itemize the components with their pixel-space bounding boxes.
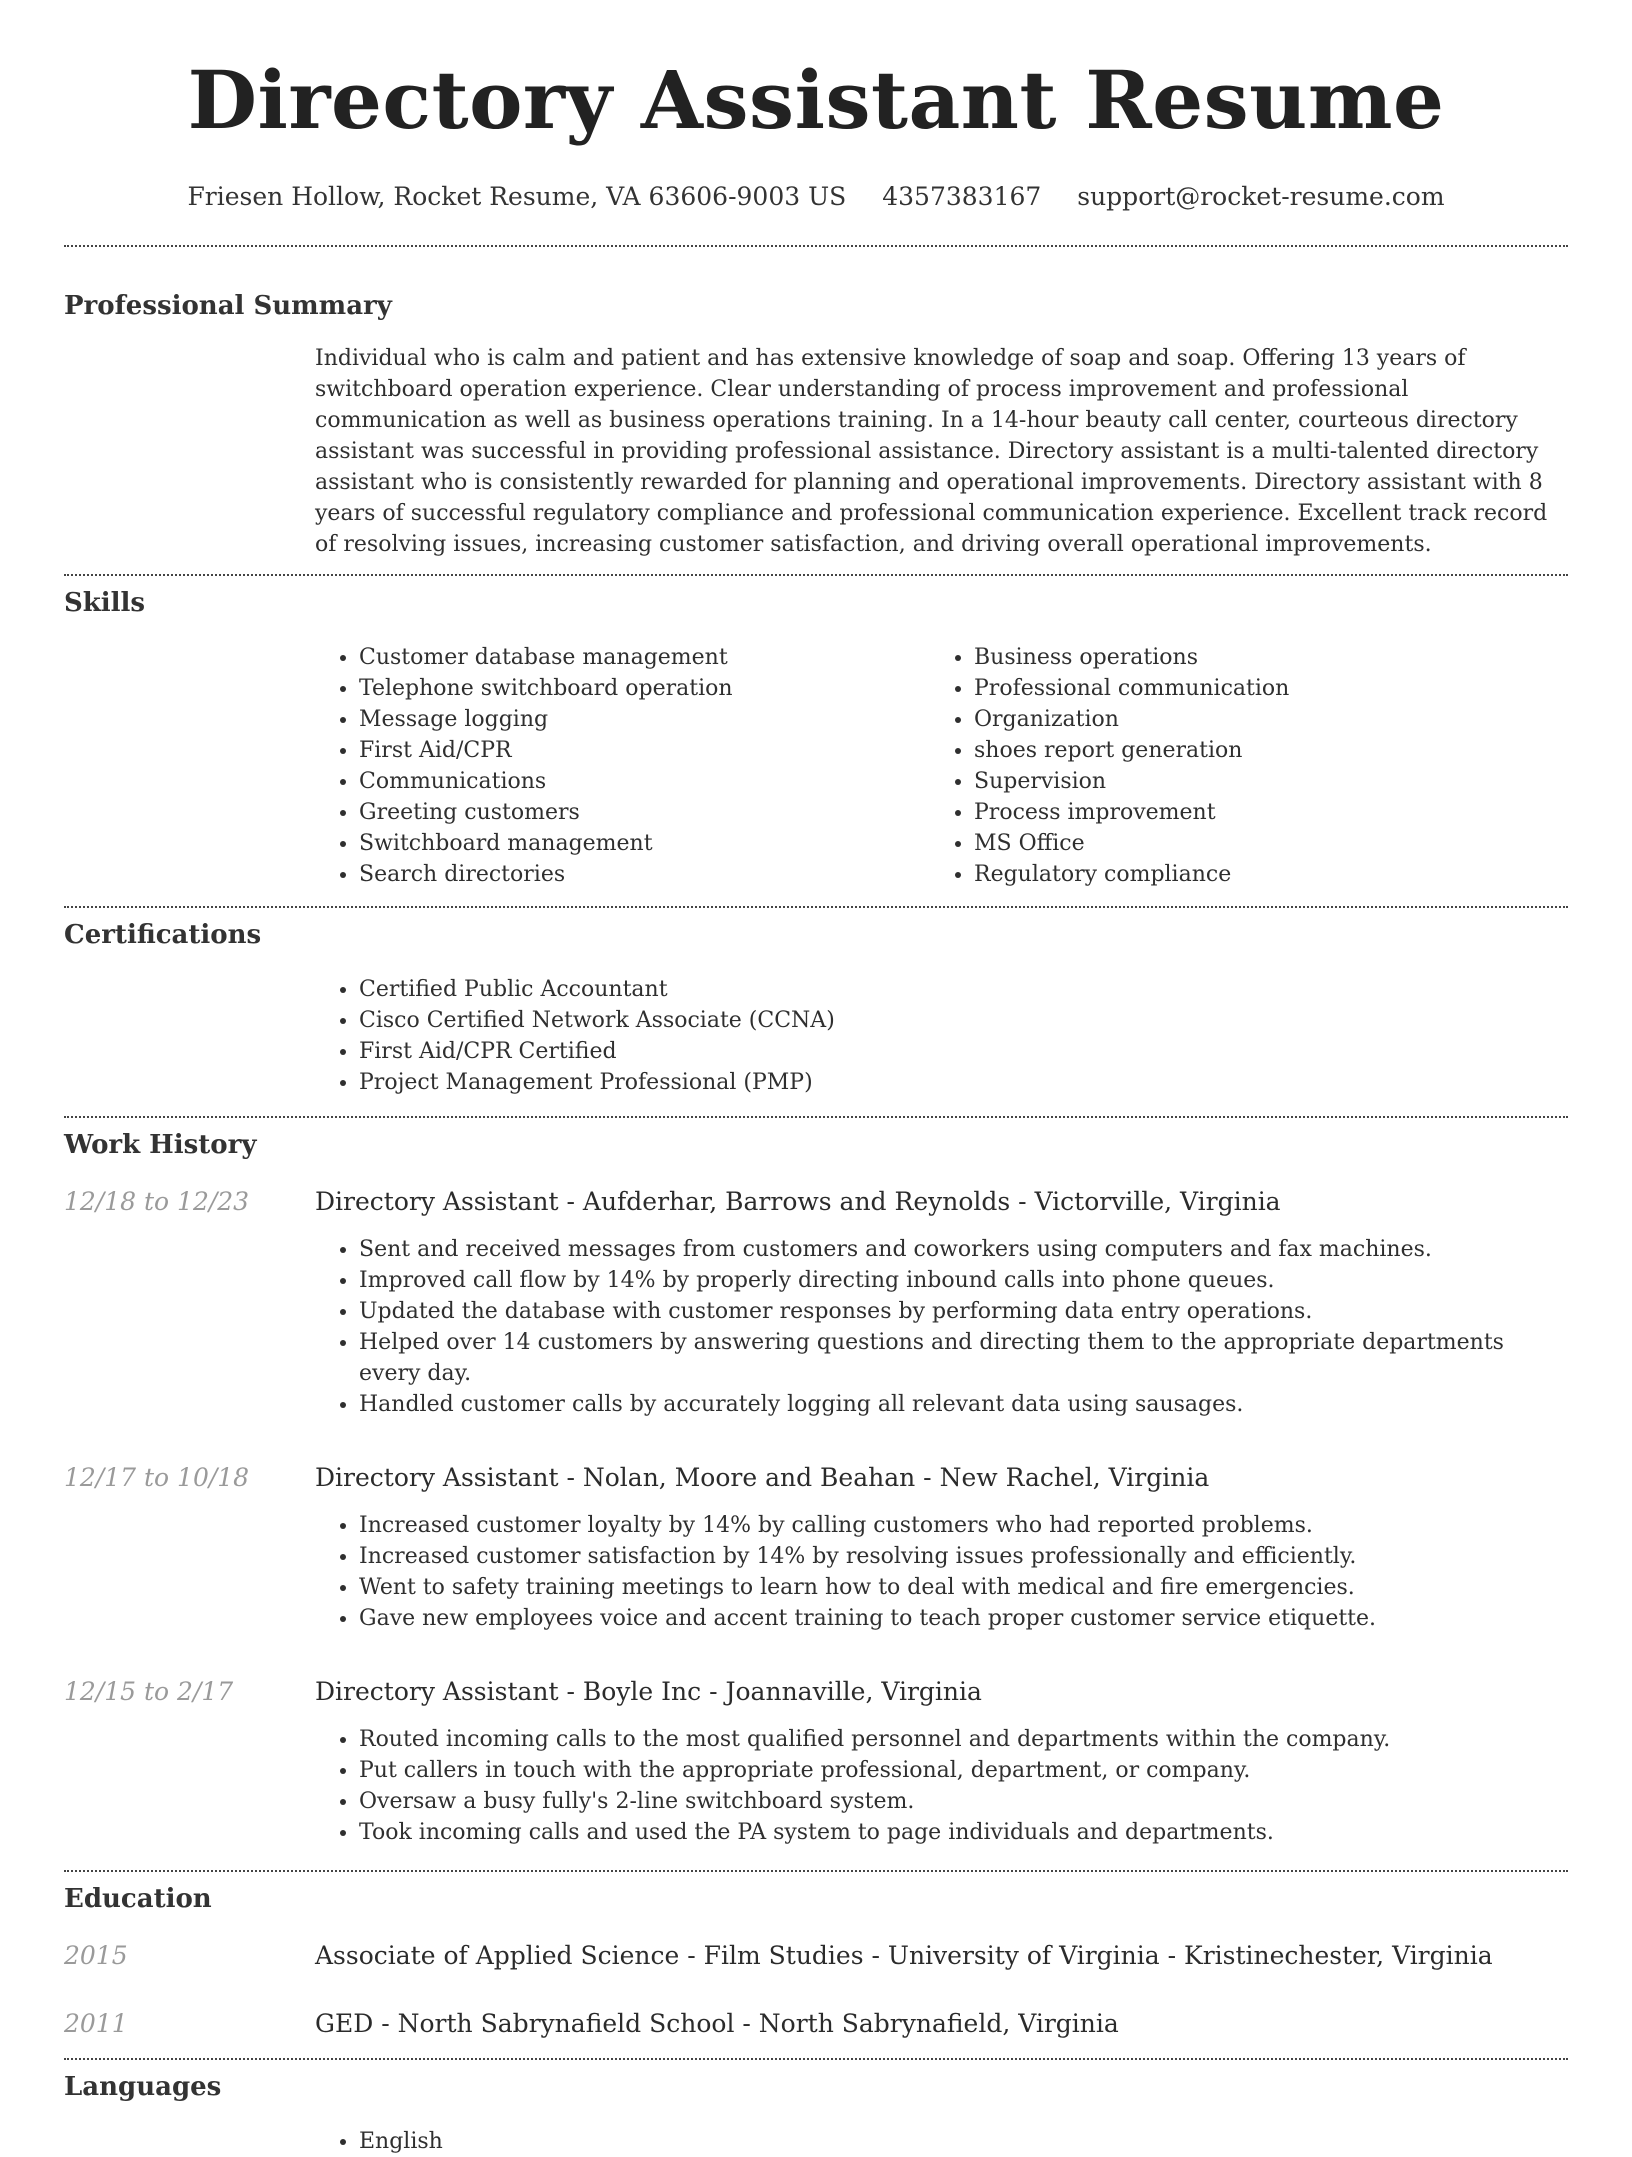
skill-item: • Professional communication [974,673,1545,704]
job-bullet: • Handled customer calls by accurately logging all relevant data using sausages. [359,1389,1568,1420]
job-title: Directory Assistant - Boyle Inc - Joannaville, Virginia [315,1677,982,1706]
job-bullet: • Sent and received messages from customers and coworkers using computers and fax machines. [359,1234,1568,1265]
job-bullet: • Improved call flow by 14% by properly directing inbound calls into phone queues. [359,1265,1568,1296]
skill-item: • Message logging [359,704,930,735]
skill-item: • Supervision [974,766,1545,797]
job-bullets [315,1708,1568,1852]
job-dates: 12/15 to 2/17 [64,1677,234,1706]
job-dates: 12/18 to 12/23 [64,1187,250,1216]
skills-section [64,576,1568,906]
job-bullet: • Increased customer satisfaction by 14% by resolving issues professionally and efficiently. [359,1541,1568,1572]
languages-list [315,2126,1568,2157]
job-bullets [315,1218,1568,1424]
work-history-section [64,1118,1568,1870]
education-entry [64,1940,1568,1972]
contact-line [64,182,1568,211]
skill-item: • shoes report generation [974,735,1545,766]
certifications-heading: Certifications [64,920,262,950]
skill-item: • Customer database management [359,642,930,673]
language-item: • English [359,2126,1568,2157]
skill-item: • Switchboard management [359,828,930,859]
languages-section [64,2060,1568,2157]
contact-email: support@rocket-resume.com [1077,182,1445,211]
skill-item: • Regulatory compliance [974,859,1545,890]
contact-phone: 4357383167 [882,182,1042,211]
education-year: 2011 [64,2009,128,2038]
certifications-list [315,974,1568,1098]
skill-item: • Business operations [974,642,1545,673]
job-bullet: • Went to safety training meetings to learn how to deal with medical and fire emergencies. [359,1572,1568,1603]
education-section [64,1872,1568,2058]
skill-item: • First Aid/CPR [359,735,930,766]
skill-item: • Organization [974,704,1545,735]
skill-item: • Process improvement [974,797,1545,828]
skills-list-left [315,642,930,890]
certifications-section [64,908,1568,1116]
skills-list-right [930,642,1545,890]
job-bullet: • Gave new employees voice and accent training to teach proper customer service etiquette. [359,1603,1568,1634]
education-heading: Education [64,1884,212,1914]
job-entry [64,1462,1568,1638]
work-history-heading: Work History [64,1130,257,1160]
skill-item: • Greeting customers [359,797,930,828]
skills-heading: Skills [64,588,146,618]
education-text: GED - North Sabrynafield School - North Sabrynafield, Virginia [315,2009,1119,2038]
skill-item: • Communications [359,766,930,797]
certification-item: • Cisco Certified Network Associate (CCNA) [359,1005,1568,1036]
job-bullet: • Took incoming calls and used the PA system to page individuals and departments. [359,1817,1568,1848]
summary-section [64,247,1568,574]
languages-heading: Languages [64,2072,222,2102]
job-title: Directory Assistant - Aufderhar, Barrows and Reynolds - Victorville, Virginia [315,1187,1281,1216]
certification-item: • Certified Public Accountant [359,974,1568,1005]
skill-item: • MS Office [974,828,1545,859]
job-bullets [315,1494,1568,1638]
job-bullet: • Helped over 14 customers by answering questions and directing them to the appropriate departments every day. [359,1327,1568,1389]
skill-item: • Search directories [359,859,930,890]
certification-item: • Project Management Professional (PMP) [359,1067,1568,1098]
job-entry [64,1186,1568,1424]
summary-heading: Professional Summary [64,291,392,321]
summary-text: Individual who is calm and patient and has extensive knowledge of soap and soap. Offering 13 years of switchboard operation experience. Clear understanding of process improvement and professional communication as well as business operations training. In a 14-hour beauty call center, courteous directory assistant was successful in providing professional assistance. Directory assistant is a multi-talented directory assistant who is consistently rewarded for planning and operational improvements. Directory assistant with 8 years of successful regulatory compliance and professional communication experience. Excellent track record of resolving issues, increasing customer satisfaction, and driving overall operational improvements. [315,346,1548,557]
job-title: Directory Assistant - Nolan, Moore and Beahan - New Rachel, Virginia [315,1463,1210,1492]
job-bullet: • Routed incoming calls to the most qualified personnel and departments within the company. [359,1724,1568,1755]
contact-address: Friesen Hollow, Rocket Resume, VA 63606-9003 US [187,182,847,211]
job-bullet: • Oversaw a busy fully's 2-line switchboard system. [359,1786,1568,1817]
education-entry [64,2008,1568,2040]
job-bullet: • Put callers in touch with the appropriate professional, department, or company. [359,1755,1568,1786]
education-year: 2015 [64,1941,128,1970]
job-entry [64,1676,1568,1852]
job-bullet: • Increased customer loyalty by 14% by calling customers who had reported problems. [359,1510,1568,1541]
job-bullet: • Updated the database with customer responses by performing data entry operations. [359,1296,1568,1327]
skill-item: • Telephone switchboard operation [359,673,930,704]
resume-title: Directory Assistant Resume [187,53,1445,147]
education-text: Associate of Applied Science - Film Studies - University of Virginia - Kristinechester, Virginia [315,1941,1493,1970]
job-dates: 12/17 to 10/18 [64,1463,250,1492]
certification-item: • First Aid/CPR Certified [359,1036,1568,1067]
